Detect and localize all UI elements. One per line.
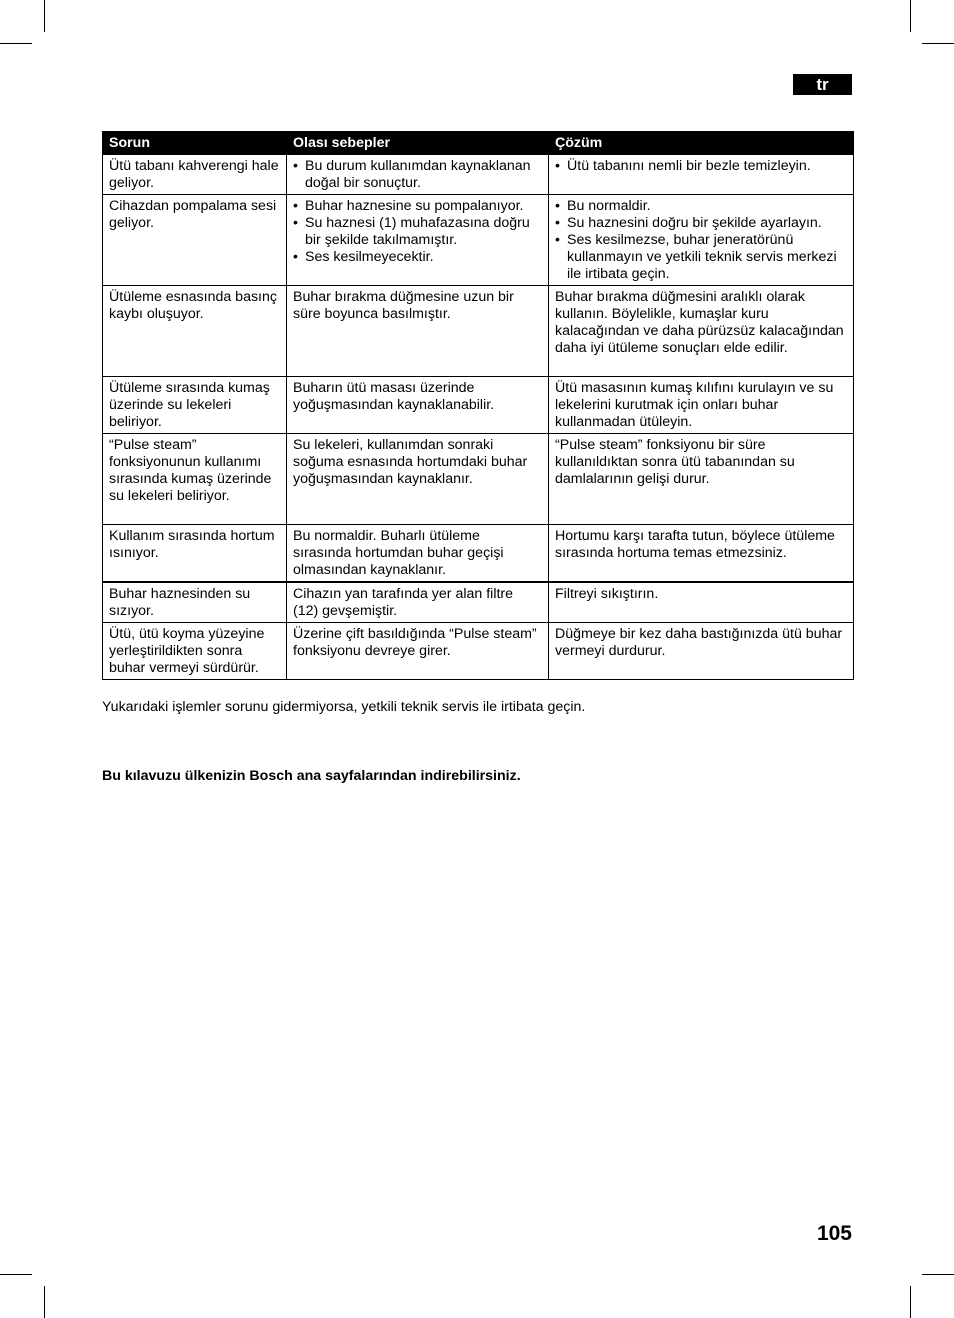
table-row xyxy=(103,582,854,623)
problem-cell: “Pulse steam” fonksiyonunun kullanımı sırasında kumaş üzerinde su lekeleri beliriyor. xyxy=(103,434,287,525)
solution-cell: Hortumu karşı tarafta tutun, böylece ütüleme sırasında hortuma temas etmezsiniz. xyxy=(549,525,854,583)
table-row xyxy=(103,377,854,434)
page-number: 105 xyxy=(816,1222,852,1245)
cause-cell: Su lekeleri, kullanımdan sonraki soğuma esnasında hortumdaki buhar yoğuşmasından kaynaklanır. xyxy=(287,434,549,525)
problem-cell: Buhar haznesinden su sızıyor. xyxy=(103,582,287,623)
troubleshooting-table xyxy=(102,131,854,680)
problem-cell: Ütü, ütü koyma yüzeyine yerleştirildikten sonra buhar vermeyi sürdürür. xyxy=(103,623,287,680)
language-tab: tr xyxy=(793,74,852,95)
cause-cell: Cihazın yan tarafında yer alan filtre (12) gevşemiştir. xyxy=(287,582,549,623)
table-row xyxy=(103,195,854,286)
problem-cell: Cihazdan pompalama sesi geliyor. xyxy=(103,195,287,286)
solution-cell: “Pulse steam” fonksiyonu bir süre kullanıldıktan sonra ütü tabanından su damlalarının gelişi durur. xyxy=(549,434,854,525)
cause-cell: Buhar bırakma düğmesine uzun bir süre boyunca basılmıştır. xyxy=(287,286,549,377)
solution-cell: Filtreyi sıkıştırın. xyxy=(549,582,854,623)
service-note: Yukarıdaki işlemler sorunu gidermiyorsa, yetkili teknik servis ile irtibata geçin. xyxy=(102,699,586,715)
crop-mark xyxy=(910,1286,911,1318)
cause-cell: Üzerine çift basıldığında “Pulse steam” fonksiyonu devreye girer. xyxy=(287,623,549,680)
solution-cell: Buhar bırakma düğmesini aralıklı olarak kullanın. Böylelikle, kumaşlar kuru kalacağından ve daha pürüzsüz kalacağından daha iyi ütüleme sonuçları elde edilir. xyxy=(549,286,854,377)
cause-cell: Buharın ütü masası üzerinde yoğuşmasından kaynaklanabilir. xyxy=(287,377,549,434)
cause-item: • Su haznesi (1) muhafazasına doğru bir şekilde takılmamıştır. xyxy=(293,215,542,249)
cause-item: • Bu durum kullanımdan kaynaklanan doğal bir sonuçtur. xyxy=(293,158,542,192)
crop-mark xyxy=(0,43,32,44)
table-row xyxy=(103,434,854,525)
header-causes: Olası sebepler xyxy=(287,132,549,155)
crop-mark xyxy=(44,0,45,32)
header-solution: Çözüm xyxy=(549,132,854,155)
header-problem: Sorun xyxy=(103,132,287,155)
crop-mark xyxy=(922,1274,954,1275)
crop-mark xyxy=(44,1286,45,1318)
crop-mark xyxy=(910,0,911,32)
solution-cell: Ütü masasının kumaş kılıfını kurulayın ve su lekelerini kurutmak için onları buhar kullanmadan ütüleyin. xyxy=(549,377,854,434)
solution-cell xyxy=(549,155,854,195)
solution-item: • Su haznesini doğru bir şekilde ayarlayın. xyxy=(555,215,847,232)
solution-cell xyxy=(549,195,854,286)
cause-item: • Ses kesilmeyecektir. xyxy=(293,249,542,266)
table-row xyxy=(103,525,854,583)
problem-cell: Ütü tabanı kahverengi hale geliyor. xyxy=(103,155,287,195)
table-row xyxy=(103,623,854,680)
problem-cell: Kullanım sırasında hortum ısınıyor. xyxy=(103,525,287,583)
crop-mark xyxy=(0,1274,32,1275)
table-row xyxy=(103,155,854,195)
solution-item: • Bu normaldir. xyxy=(555,198,847,215)
solution-item: • Ses kesilmezse, buhar jeneratörünü kullanmayın ve yetkili teknik servis merkezi ile irtibata geçin. xyxy=(555,232,847,283)
cause-cell: Bu normaldir. Buharlı ütüleme sırasında hortumdan buhar geçişi olmasından kaynaklanır. xyxy=(287,525,549,583)
table-header-row xyxy=(103,132,854,155)
cause-cell xyxy=(287,155,549,195)
problem-cell: Ütüleme sırasında kumaş üzerinde su lekeleri beliriyor. xyxy=(103,377,287,434)
problem-cell: Ütüleme esnasında basınç kaybı oluşuyor. xyxy=(103,286,287,377)
cause-cell xyxy=(287,195,549,286)
solution-cell: Düğmeye bir kez daha bastığınızda ütü buhar vermeyi durdurur. xyxy=(549,623,854,680)
download-note: Bu kılavuzu ülkenizin Bosch ana sayfalarından indirebilirsiniz. xyxy=(102,768,521,784)
cause-item: • Buhar haznesine su pompalanıyor. xyxy=(293,198,542,215)
solution-item: • Ütü tabanını nemli bir bezle temizleyin. xyxy=(555,158,847,175)
table-row xyxy=(103,286,854,377)
crop-mark xyxy=(922,43,954,44)
